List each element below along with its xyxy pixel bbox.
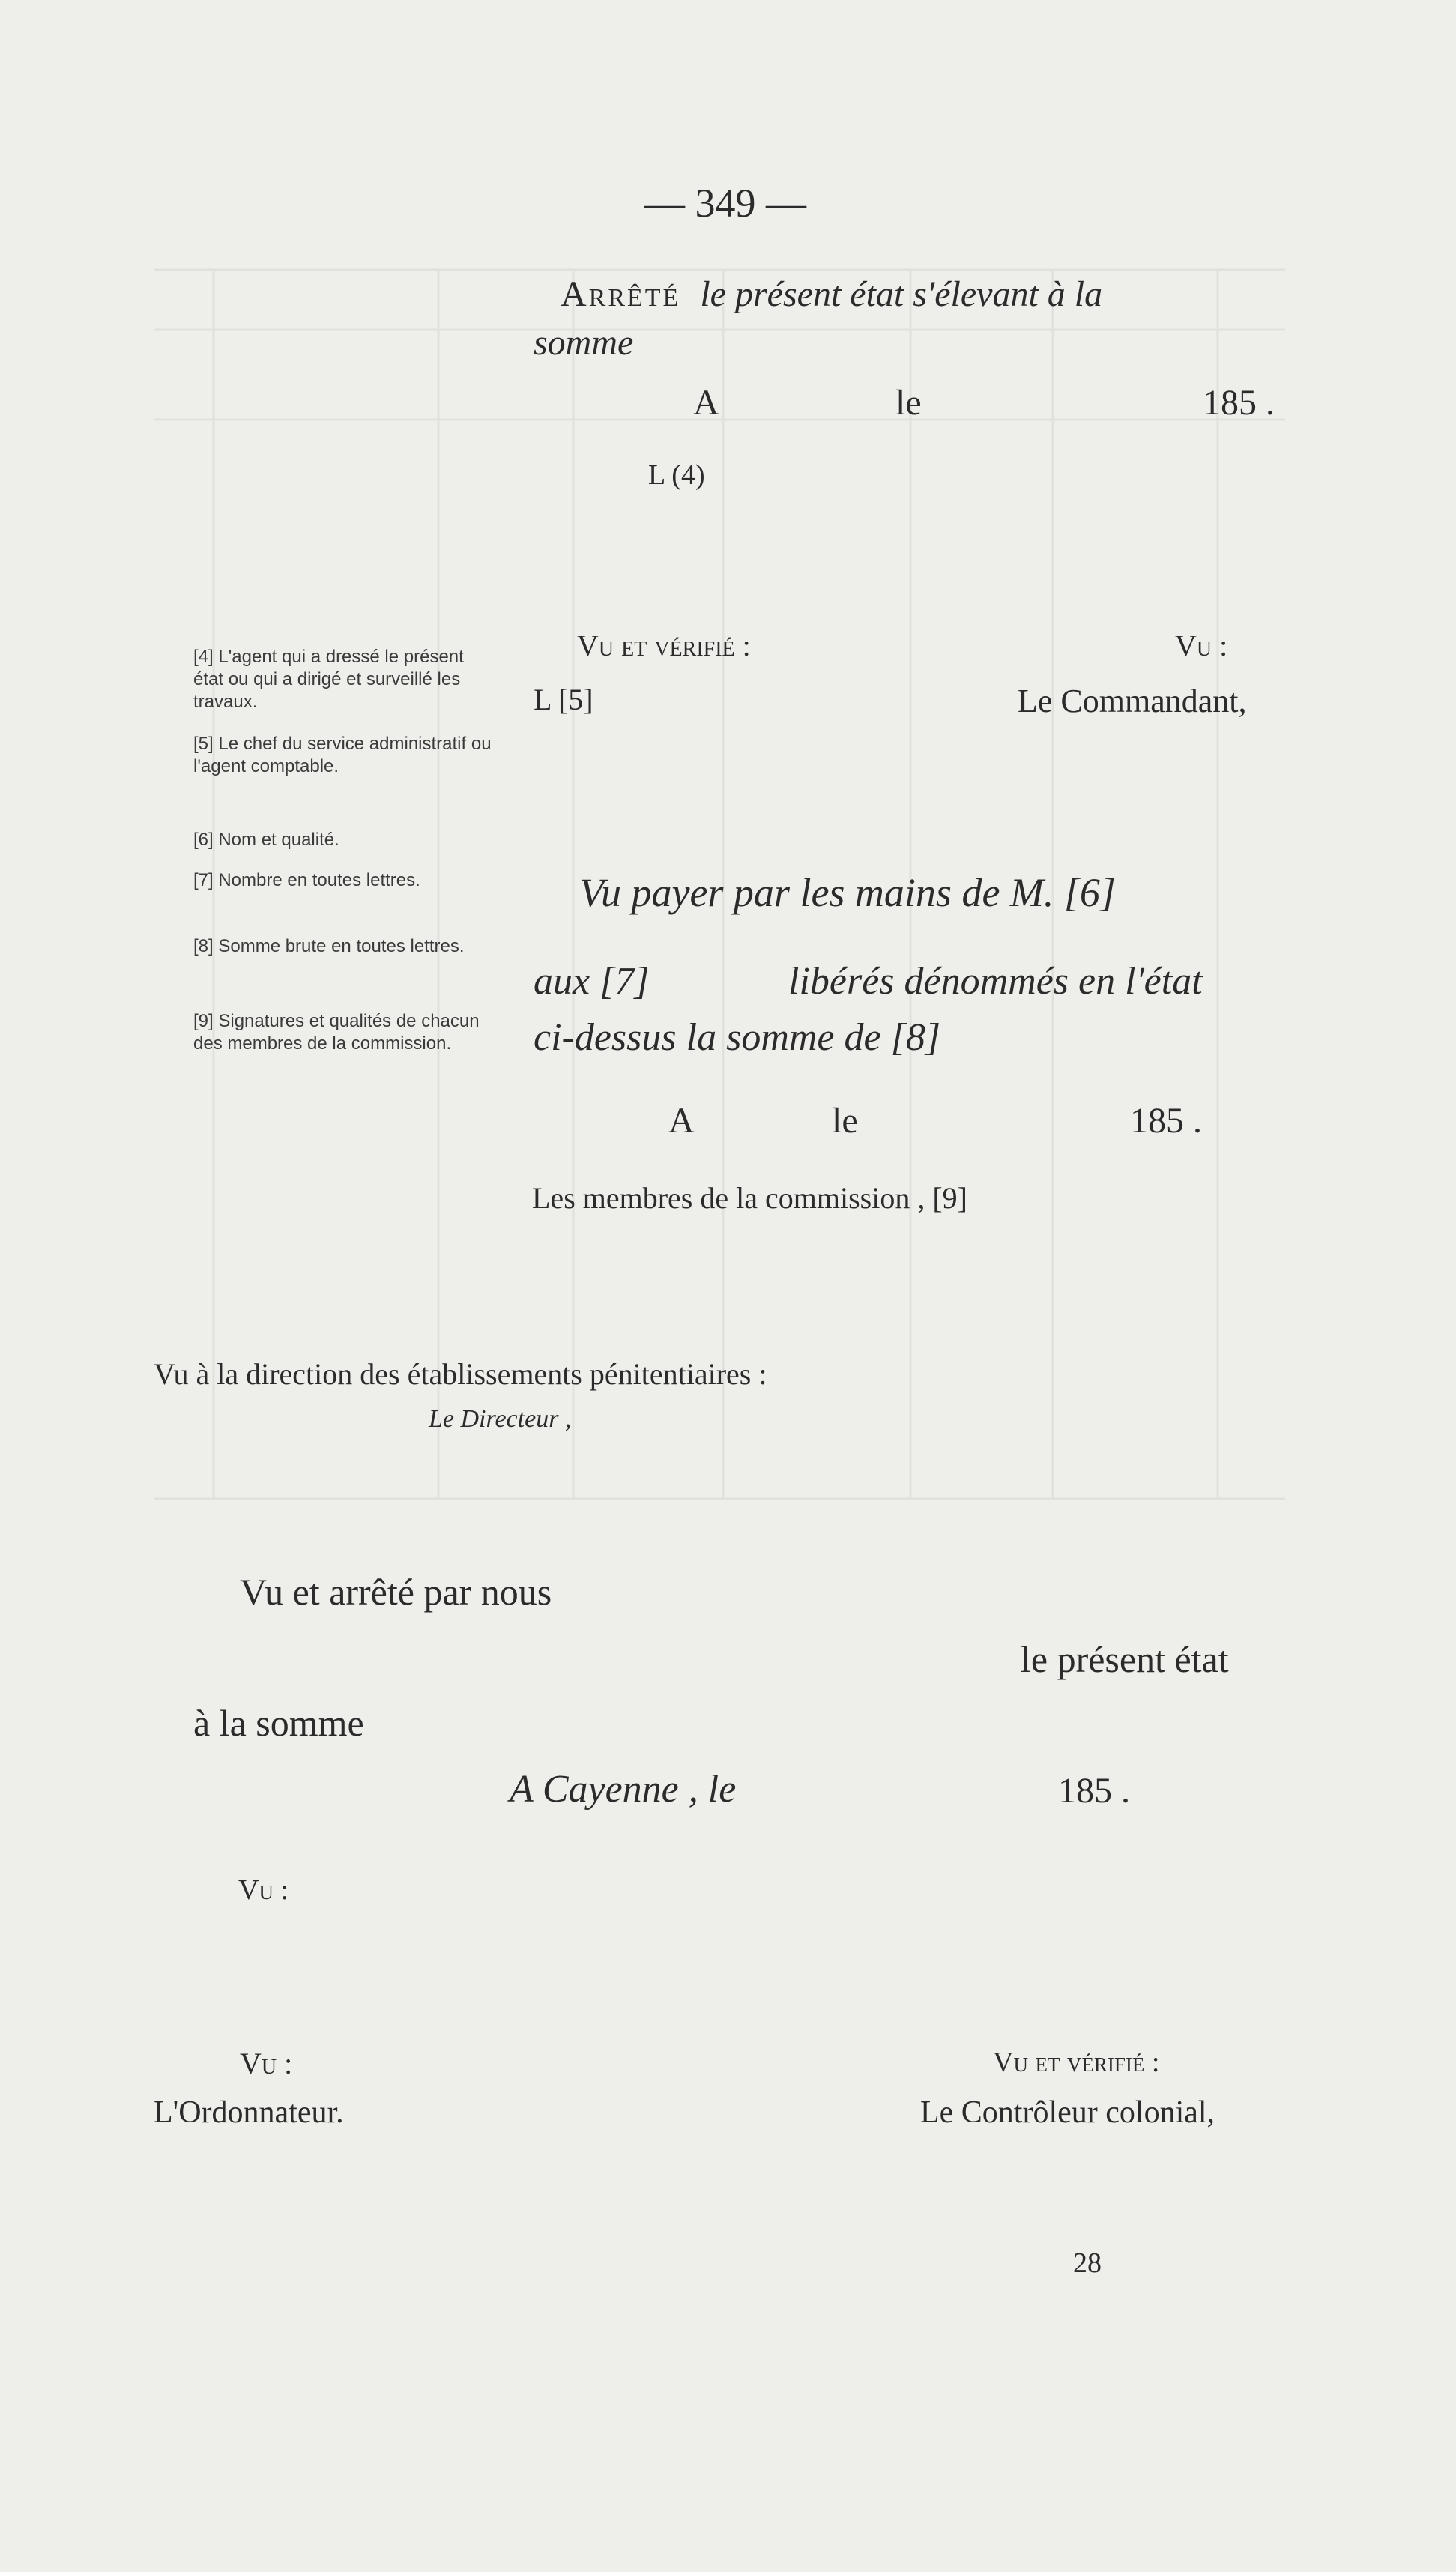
- footnote-9: [9] Signatures et qualités de chacun des membres de la commission.: [193, 1011, 480, 1054]
- final-year: 185 .: [1058, 1771, 1130, 1811]
- controleur: Le Contrôleur colonial,: [920, 2095, 1215, 2130]
- commandant: Le Commandant,: [1018, 683, 1247, 719]
- a-la-somme: à la somme: [193, 1702, 364, 1744]
- direction-line: [154, 1356, 767, 1392]
- payment-le: le: [832, 1101, 858, 1141]
- vu-label-2: Vu :: [240, 2047, 293, 2080]
- arrete-lead: Arrêté: [561, 274, 681, 314]
- arrete-ref: L (4): [648, 459, 705, 491]
- aux-line: aux [7]: [534, 960, 650, 1003]
- footnote-8: [8] Somme brute en toutes lettres.: [193, 936, 465, 956]
- directeur: Le Directeur ,: [429, 1405, 572, 1433]
- vu-payer-line: Vu payer par les mains de M. [6]: [579, 870, 1116, 915]
- ci-dessus-line: ci-dessus la somme de [8]: [534, 1016, 941, 1059]
- arrete-text-2: somme: [534, 323, 634, 363]
- le-present-etat: le présent état: [1021, 1638, 1229, 1680]
- arrete-le: le: [895, 383, 922, 423]
- vu-et-verifie-2: Vu et vérifié :: [993, 2047, 1160, 2078]
- footnote-6: [6] Nom et qualité.: [193, 830, 339, 850]
- arrete-place-a: A: [693, 383, 719, 423]
- arrete-year: 185 .: [1203, 383, 1275, 423]
- footnote-7: [7] Nombre en toutes lettres.: [193, 870, 420, 890]
- ordonnateur: L'Ordonnateur.: [154, 2095, 344, 2130]
- ref-5: L [5]: [534, 683, 593, 716]
- arrete-line: [561, 274, 1102, 315]
- direction-text: Vu à la direction des établissements pénitentiaires :: [154, 1357, 767, 1391]
- vu-et-arrete: Vu et arrêté par nous: [240, 1571, 552, 1613]
- vu-label-1: Vu :: [238, 1874, 289, 1906]
- footnote-5: [5] Le chef du service administratif ou l'agent comptable.: [193, 734, 492, 776]
- page-number-header: — 349 —: [644, 181, 806, 226]
- vu-commandant-label: Vu :: [1175, 629, 1228, 662]
- a-cayenne: A Cayenne , le: [510, 1768, 737, 1811]
- payment-place-a: A: [668, 1101, 695, 1141]
- footnote-4: [4] L'agent qui a dressé le présent état ou qui a dirigé et surveillé les travaux.: [193, 647, 464, 712]
- liberes-line: libérés dénommés en l'état: [788, 960, 1203, 1003]
- footer-page-number: 28: [1073, 2248, 1102, 2279]
- payment-year: 185 .: [1130, 1101, 1202, 1141]
- arrete-text-1: le présent état s'élevant à la: [700, 274, 1103, 314]
- commission-line: Les membres de la commission , [9]: [532, 1181, 967, 1215]
- vu-et-verifie: Vu et vérifié :: [577, 629, 751, 662]
